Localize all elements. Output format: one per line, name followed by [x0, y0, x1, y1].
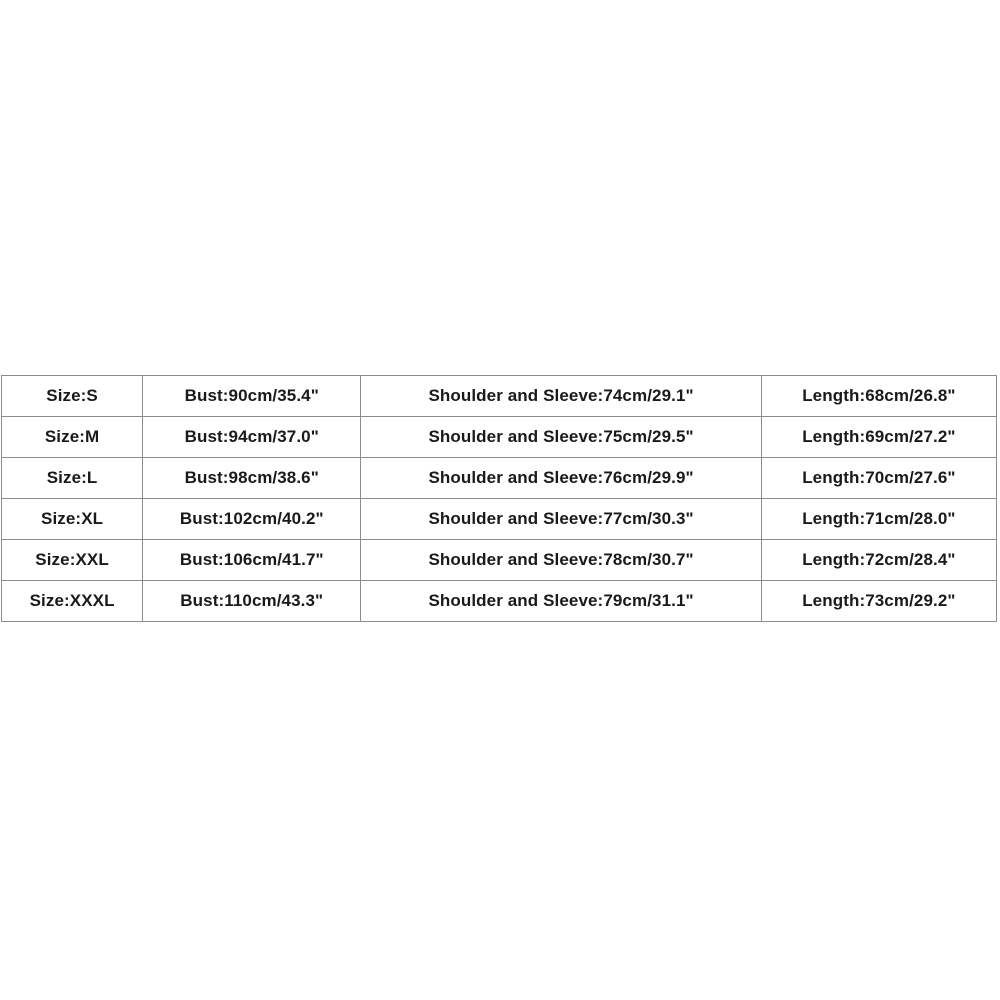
size-cell: Size:L	[2, 458, 143, 499]
length-cell: Length:69cm/27.2"	[761, 417, 996, 458]
length-cell: Length:73cm/29.2"	[761, 581, 996, 622]
table-row	[2, 376, 997, 417]
size-cell: Size:M	[2, 417, 143, 458]
bust-cell: Bust:106cm/41.7"	[143, 540, 361, 581]
length-cell: Length:68cm/26.8"	[761, 376, 996, 417]
table-row	[2, 540, 997, 581]
size-chart-table	[1, 375, 997, 622]
shoulder-sleeve-cell: Shoulder and Sleeve:79cm/31.1"	[361, 581, 761, 622]
shoulder-sleeve-cell: Shoulder and Sleeve:75cm/29.5"	[361, 417, 761, 458]
length-cell: Length:72cm/28.4"	[761, 540, 996, 581]
table-row	[2, 458, 997, 499]
bust-cell: Bust:94cm/37.0"	[143, 417, 361, 458]
size-cell: Size:S	[2, 376, 143, 417]
size-cell: Size:XXL	[2, 540, 143, 581]
length-cell: Length:71cm/28.0"	[761, 499, 996, 540]
shoulder-sleeve-cell: Shoulder and Sleeve:74cm/29.1"	[361, 376, 761, 417]
bust-cell: Bust:110cm/43.3"	[143, 581, 361, 622]
size-cell: Size:XXXL	[2, 581, 143, 622]
bust-cell: Bust:98cm/38.6"	[143, 458, 361, 499]
shoulder-sleeve-cell: Shoulder and Sleeve:76cm/29.9"	[361, 458, 761, 499]
table-row	[2, 581, 997, 622]
bust-cell: Bust:102cm/40.2"	[143, 499, 361, 540]
table-row	[2, 417, 997, 458]
shoulder-sleeve-cell: Shoulder and Sleeve:78cm/30.7"	[361, 540, 761, 581]
shoulder-sleeve-cell: Shoulder and Sleeve:77cm/30.3"	[361, 499, 761, 540]
table-row	[2, 499, 997, 540]
length-cell: Length:70cm/27.6"	[761, 458, 996, 499]
bust-cell: Bust:90cm/35.4"	[143, 376, 361, 417]
size-cell: Size:XL	[2, 499, 143, 540]
